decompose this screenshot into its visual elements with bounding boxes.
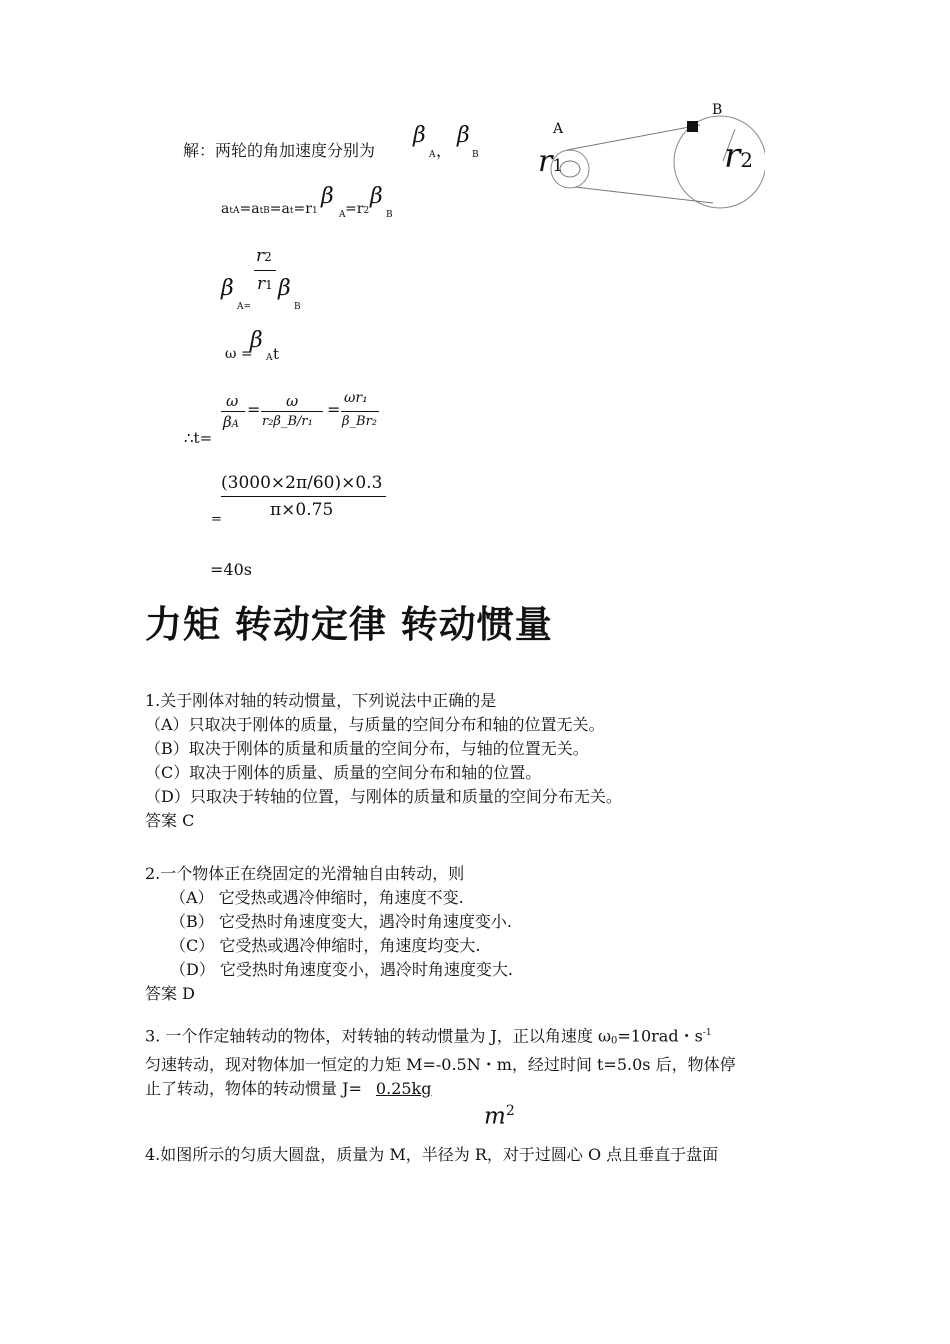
eq1-sub-2: 2 (363, 206, 370, 216)
label-a: A (553, 121, 564, 137)
numeric-denominator: π×0.75 (270, 500, 334, 520)
eq1-a: a (221, 201, 230, 217)
eq1-beta-a: β (321, 184, 334, 209)
eq-sign-2: = (327, 400, 341, 419)
frac2-numerator: ω (286, 392, 299, 410)
q3-answer: 0.25kg (375, 1079, 432, 1099)
numeric-eq-sign: = (211, 512, 222, 527)
r2-letter-diagram: r (724, 136, 741, 176)
eq1-sub-a: A (339, 210, 346, 220)
eq2-beta-b: β (278, 276, 291, 301)
frac3-numerator: ωr₁ (344, 390, 368, 406)
solution-intro-text: 解：两轮的角加速度分别为 (183, 141, 376, 160)
eq3-t: t (273, 345, 280, 363)
eq2-sub-a-eq: A= (237, 302, 252, 312)
frac2-bar (261, 411, 323, 412)
eq1-sub-ta: tA (229, 206, 240, 216)
q3-omega-sub: 0 (611, 1035, 618, 1047)
eq1-part: =r (293, 201, 312, 217)
q3-line-1 (145, 1021, 810, 1053)
question-2 (145, 862, 513, 1006)
small-pulley-outline (561, 159, 579, 177)
q1-option-d: （D）只取决于转轴的位置，与刚体的质量和质量的空间分布无关。 (145, 787, 622, 806)
q3-line-3 (145, 1077, 810, 1101)
q3-line-1-text: 3. 一个作定轴转动的物体，对转轴的转动惯量为 J，正以角速度 ω (145, 1026, 611, 1046)
q3-unit (484, 1103, 515, 1130)
r1-letter-diagram: r (538, 144, 553, 179)
eq2-r2-numerator (256, 246, 272, 266)
eq1-part: =a (269, 201, 290, 217)
question-4 (145, 1143, 718, 1167)
eq1-sub-1: 1 (311, 206, 318, 216)
eq1-sub-b: B (386, 210, 393, 220)
pulley-a-body (561, 159, 579, 177)
numeric-numerator: (3000×2π/60)×0.3 (221, 473, 383, 493)
eq2-beta-a: β (221, 276, 234, 301)
therefore-t: ∴t= (184, 429, 213, 447)
label-r2 (724, 136, 753, 177)
q2-option-c: （C） 它受热或遇冷伸缩时，角速度均变大. (170, 936, 481, 955)
q3-unit-letter: m (484, 1103, 506, 1130)
q2-option-b: （B） 它受热时角速度变大，遇冷时角速度变小. (170, 912, 512, 931)
r2-sub-diagram: 2 (740, 148, 753, 172)
r1-sub: 1 (265, 278, 273, 292)
eq1-sub-t: t (289, 206, 294, 216)
frac1-bar (221, 411, 245, 412)
eq1-part: =a (239, 201, 260, 217)
q1-option-c: （C）取决于刚体的质量、质量的空间分布和轴的位置。 (145, 763, 542, 782)
q3-sup: -1 (702, 1028, 712, 1038)
frac3-bar (341, 411, 379, 412)
frac2-denominator: r₂β_B/r₁ (262, 414, 313, 429)
frac1-numerator: ω (226, 392, 239, 410)
q1-option-a: （A）只取决于刚体的质量，与质量的空间分布和轴的位置无关。 (145, 715, 605, 734)
eq2-fraction-bar (254, 270, 276, 271)
q4-line-1: 4.如图所示的匀质大圆盘，质量为 M，半径为 R，对于过圆心 O 点且垂直于盘面 (145, 1145, 719, 1164)
q1-answer: 答案 C (145, 811, 195, 830)
solution-intro-line (183, 138, 375, 161)
q3-line-2: 匀速转动，现对物体加一恒定的力矩 M=-0.5N・m，经过时间 t=5.0s 后，物体停 (145, 1055, 736, 1075)
frac1-sub: A (231, 419, 239, 430)
acceleration-equation (221, 201, 318, 217)
label-b: B (712, 102, 723, 118)
q2-stem: 2.一个物体正在绕固定的光滑轴自由转动，则 (145, 864, 465, 883)
q1-stem: 1.关于刚体对轴的转动惯量，下列说法中正确的是 (145, 691, 497, 710)
r2-letter: r (256, 246, 265, 266)
eq1-beta-b: β (370, 184, 383, 209)
belt-bottom (575, 187, 713, 203)
question-3 (145, 1021, 810, 1101)
r1-letter: r (257, 274, 266, 294)
frac1-denominator (223, 413, 239, 431)
q2-answer: 答案 D (145, 984, 195, 1003)
comma: ， (436, 141, 453, 160)
q3-line-3-text: 止了转动，物体的转动惯量 J= (145, 1079, 362, 1099)
beta-a-symbol: β (413, 123, 426, 148)
beta-b-symbol: β (457, 123, 470, 148)
eq1-sub-tb: tB (259, 206, 270, 216)
question-1 (145, 689, 622, 833)
numeric-fraction-bar (221, 496, 386, 497)
beta-a-subscript: A (429, 150, 436, 160)
frac3-denominator: β_Br₂ (342, 414, 377, 429)
eq-sign-1: = (247, 400, 261, 419)
eq2-sub-b: B (294, 302, 301, 312)
marker-square (687, 121, 698, 132)
eq3-beta: β (250, 328, 263, 353)
q2-option-a: （A） 它受热或遇冷伸缩时，角速度不变. (170, 888, 464, 907)
eq1-tail (345, 201, 369, 217)
eq1-part: =r (345, 201, 364, 217)
r1-sub-diagram: 1 (552, 156, 564, 176)
q3-line-1-tail: =10rad・s (617, 1026, 703, 1046)
label-r1 (538, 144, 564, 181)
beta-b-subscript: B (472, 150, 479, 160)
q2-option-d: （D） 它受热时角速度变小，遇冷时角速度变大. (170, 960, 514, 979)
q3-unit-sup: 2 (505, 1103, 515, 1119)
frac1-beta: β (223, 413, 232, 431)
eq2-r1-denominator (257, 274, 273, 294)
eq3-sub-a: A (266, 353, 273, 363)
eq3-omega: ω = (225, 346, 253, 362)
result: =40s (210, 560, 252, 579)
section-heading: 力矩 转动定律 转动惯量 (145, 603, 553, 646)
r2-sub: 2 (264, 250, 272, 264)
q1-option-b: （B）取决于刚体的质量和质量的空间分布，与轴的位置无关。 (145, 739, 589, 758)
belt-top (567, 125, 700, 150)
